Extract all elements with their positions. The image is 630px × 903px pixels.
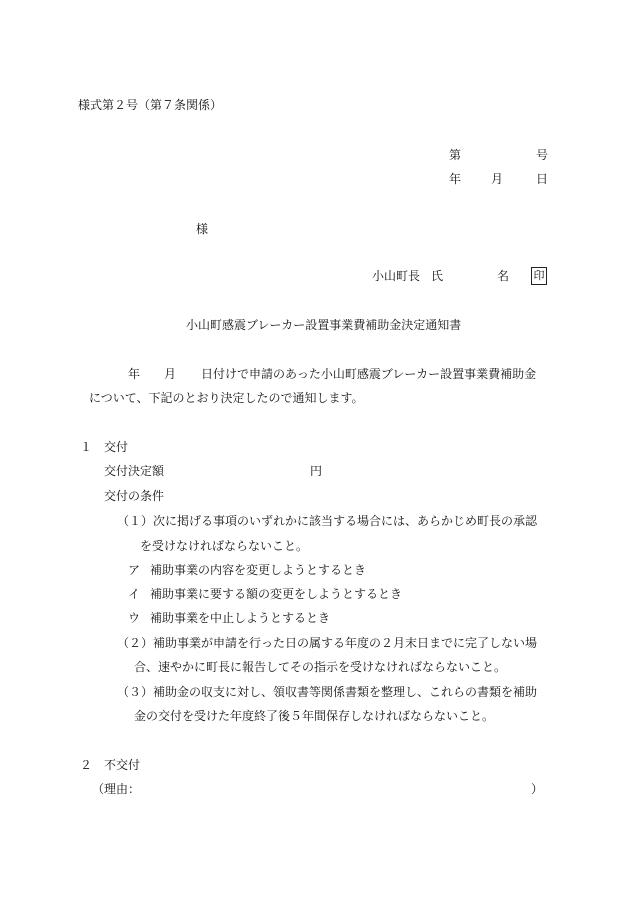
amount-label: 交付決定額 — [104, 464, 165, 478]
reason-close: ） — [531, 782, 544, 796]
condition-1-line1: 次に掲げる事項のいずれかに該当する場合には、あらかじめ町長の承認 — [153, 514, 538, 528]
body-year: 年 — [128, 367, 141, 381]
amount-unit: 円 — [310, 464, 323, 478]
section2-number: ２ — [80, 758, 93, 772]
document-title: 小山町感震ブレーカー設置事業費補助金決定通知書 — [186, 318, 462, 332]
condition-3-line1: 補助金の収支に対し、領収書等関係書類を整理し、これらの書類を補助 — [153, 685, 538, 699]
date-day: 日 — [536, 172, 549, 186]
date-month: 月 — [491, 172, 504, 186]
condition-3-line2: 金の交付を受けた年度終了後５年間保存しなければならないこと。 — [134, 709, 495, 723]
condition-1-line2: を受けなければならないこと。 — [140, 539, 309, 553]
section2-heading: 不交付 — [104, 758, 141, 772]
seal-box: 印 — [531, 267, 547, 285]
form-label: 様式第２号（第７条関係） — [78, 98, 223, 112]
item-a-text: 補助事業の内容を変更しようとするとき — [150, 563, 367, 577]
date-year: 年 — [449, 172, 462, 186]
sender-shi: 氏 — [431, 269, 444, 283]
item-u-text: 補助事業を中止しようとするとき — [150, 611, 331, 625]
item-i-kana: イ — [128, 587, 141, 601]
condition-2-line2: 合、速やかに町長に報告してその指示を受けなければならないこと。 — [134, 660, 507, 674]
section1-number: １ — [80, 440, 93, 454]
sender-title: 小山町長 — [372, 269, 421, 283]
item-a-kana: ア — [128, 563, 141, 577]
addressee: 様 — [196, 222, 209, 236]
item-i-text: 補助事業に要する額の変更をしようとするとき — [150, 587, 403, 601]
reason-label: （理由： — [92, 782, 141, 796]
condition-1-number: （１） — [117, 514, 154, 528]
condition-3-number: （３） — [117, 685, 154, 699]
number-suffix: 号 — [536, 148, 549, 162]
condition-2-number: （２） — [117, 636, 154, 650]
body-line1: 日付けで申請のあった小山町感震ブレーカー設置事業費補助金 — [201, 367, 537, 381]
body-month: 月 — [164, 367, 177, 381]
item-u-kana: ウ — [128, 611, 141, 625]
conditions-label: 交付の条件 — [104, 489, 165, 503]
number-prefix: 第 — [449, 148, 462, 162]
section1-heading: 交付 — [104, 440, 129, 454]
condition-2-line1: 補助事業が申請を行った日の属する年度の２月末日までに完了しない場 — [153, 636, 538, 650]
sender-mei: 名 — [497, 269, 510, 283]
body-line2: について、下記のとおり決定したので通知します。 — [89, 391, 364, 405]
